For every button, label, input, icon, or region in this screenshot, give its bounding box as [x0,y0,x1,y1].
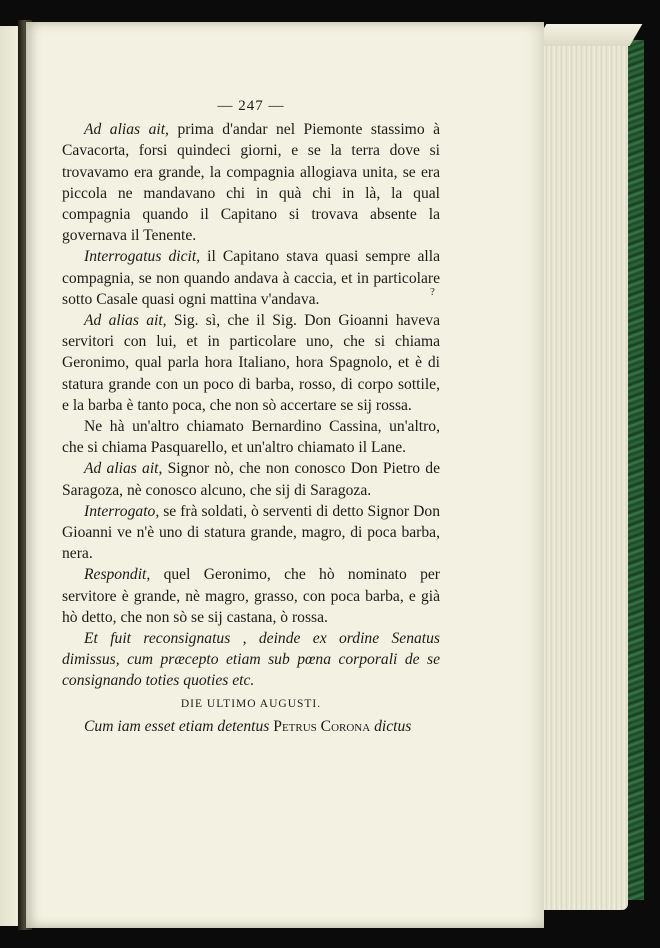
paragraph-8: Et fuit reconsignatus , deinde ex ordine Senatus dimissus, cum præcepto etiam sub pœna corporali de se consignando toties quoties etc. [62,630,440,690]
margin-mark: ? [430,286,435,298]
paragraph-5: Ad alias ait, Signor nò, che non conosco Don Pietro de Saragoza, nè conosco alcuno, che sij di Saragoza. [62,460,440,499]
page-text [62,96,440,737]
paragraph-6: Interrogato, se frà soldati, ò serventi di detto Signor Don Gioanni ve n'è uno di statura grande, magro, di poca barba, nera. [62,502,440,563]
paragraph-7: Respondit, quel Geronimo, che hò nominato per servitore è grande, nè magro, grasso, con poca barba, e già hò detto, che non sò se sij castana, ò rossa. [62,566,440,626]
page-number: — 247 — [217,98,285,114]
date-heading: DIE ULTIMO AUGUSTI. [180,697,322,710]
paragraph-9: Cum iam esset etiam detentus Petrus Corona dictus [84,717,412,735]
paragraph-2: Interrogatus dicit, il Capitano stava quasi sempre alla compagnia, se non quando andava à caccia, et in particolare sotto Casale quasi ogni mattina v'andava. [62,248,440,308]
paragraph-4: Ne hà un'altro chiamato Bernardino Cassina, un'altro, che si chiama Pasquarello, et un'altro chiamato il Lane. [62,418,440,457]
paragraph-1: Ad alias ait, prima d'andar nel Piemonte stassimo à Cavacorta, forsi quindeci giorni, e se la terra dove si trovavamo era grande, la compagnia allogiava unita, se era piccola ne mandavano chi in quà chi in là, la qual compagnia quando il Capitano si trovava absente la governava il Tenente. [62,121,441,245]
page-stack-top [534,24,643,46]
paragraph-3: Ad alias ait, Sig. sì, che il Sig. Don Gioanni haveva servitori con lui, et in particolare uno, che si chiama Geronimo, qual parla hora Italiano, hora Spagnolo, et è di statura grande con un poco di barba, rosso, di corpo sottile, e la barba è tanto poca, che non sò accertare se sij rossa. [62,312,440,414]
